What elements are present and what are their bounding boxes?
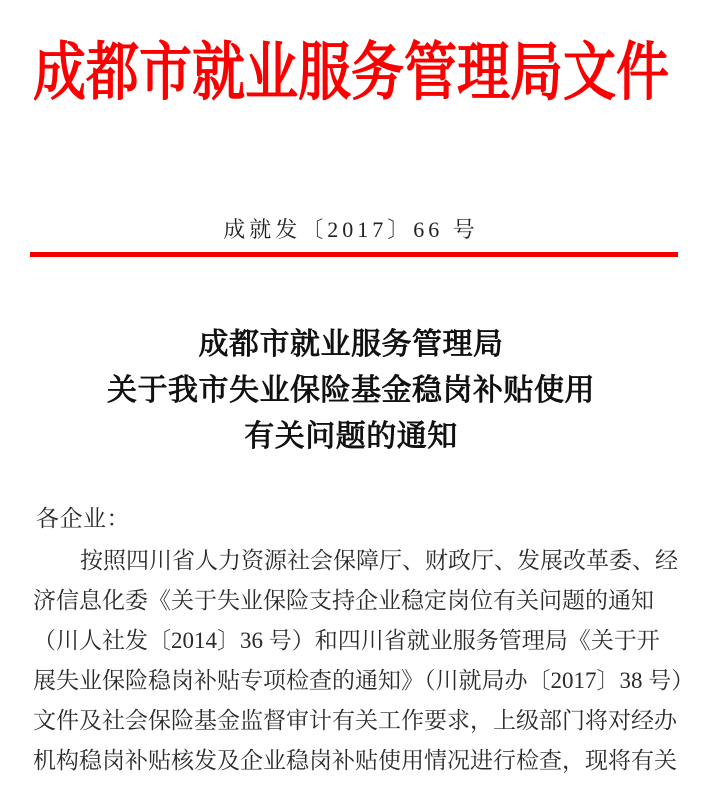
title-line-2: 关于我市失业保险基金稳岗补贴使用 xyxy=(107,374,595,407)
document-number: 成就发〔2017〕66 号 xyxy=(223,217,479,242)
title-line-1: 成都市就业服务管理局 xyxy=(198,328,504,361)
paragraph-line: 文件及社会保险基金监督审计有关工作要求，上级部门将对经办 xyxy=(33,708,677,733)
body-paragraph xyxy=(33,541,695,781)
document-title xyxy=(0,322,702,460)
title-line-3: 有关问题的通知 xyxy=(244,420,458,453)
salutation: 各企业： xyxy=(36,506,130,531)
masthead-title: 成都市就业服务管理局文件 xyxy=(33,38,669,109)
paragraph-line: 济信息化委《关于失业保险支持企业稳定岗位有关问题的通知 xyxy=(33,588,654,613)
paragraph-line: 展失业保险稳岗补贴专项检查的通知》（川就局办〔2017〕38 号） xyxy=(33,668,695,693)
paragraph-line: （川人社发〔2014〕36 号）和四川省就业服务管理局《关于开 xyxy=(33,628,660,653)
paragraph-line: 按照四川省人力资源社会保障厅、财政厅、发展改革委、经 xyxy=(80,548,678,573)
paragraph-line: 机构稳岗补贴核发及企业稳岗补贴使用情况进行检查，现将有关 xyxy=(33,748,677,773)
red-divider xyxy=(30,252,678,257)
